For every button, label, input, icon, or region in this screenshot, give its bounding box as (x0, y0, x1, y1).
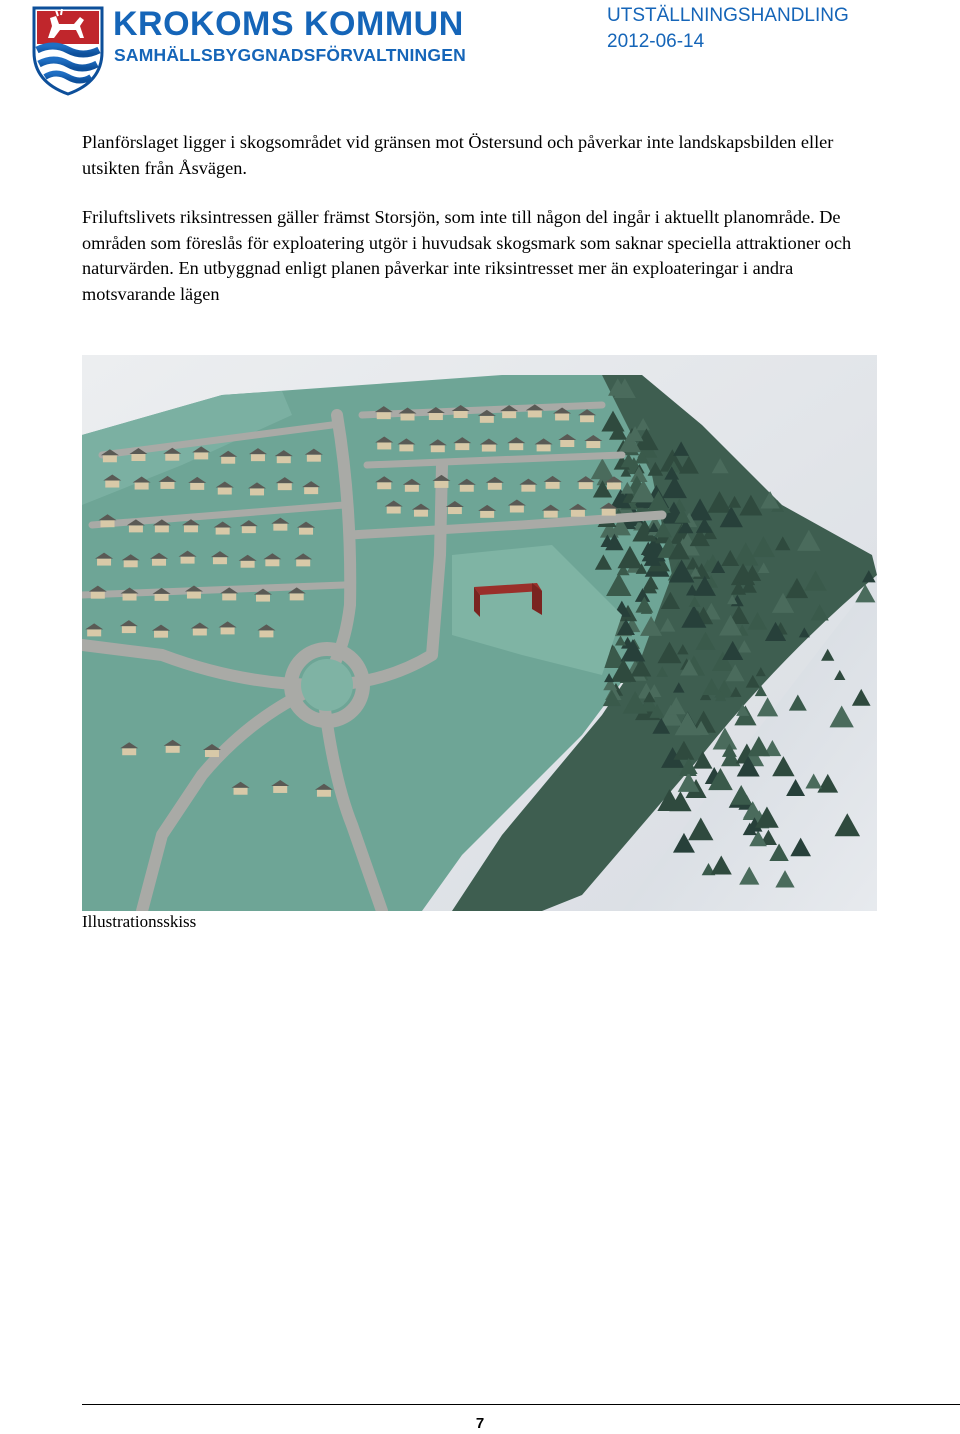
municipal-coat-of-arms-icon (28, 4, 108, 96)
site-illustration-render (82, 355, 877, 911)
department-name: SAMHÄLLSBYGGNADSFÖRVALTNINGEN (114, 45, 466, 65)
document-status: UTSTÄLLNINGSHANDLING (607, 5, 849, 26)
organization-name: KROKOMS KOMMUN (113, 5, 464, 43)
site-illustration (82, 355, 877, 911)
footer-rule (82, 1404, 960, 1405)
figure-caption: Illustrationsskiss (82, 912, 197, 931)
body-paragraph-recreation: Friluftslivets riksintressen gäller främst Storsjön, som inte till någon del ingår i aktuellt planområde. De områden som föreslås för exploatering utgör i huvudsak skogsmark som saknar speciella attraktioner och naturvärden. En utbyggnad enligt planen påverkar inte riksintresset mer än exploateringar i andra motsvarande lägen (82, 207, 852, 304)
body-paragraph-landscape: Planförslaget ligger i skogsområdet vid gränsen mot Östersund och påverkar inte landskapsbilden eller utsikten från Åsvägen. (82, 132, 834, 178)
page-number: 7 (475, 1415, 485, 1432)
roundabout-center (301, 659, 353, 711)
document-date: 2012-06-14 (607, 31, 705, 52)
